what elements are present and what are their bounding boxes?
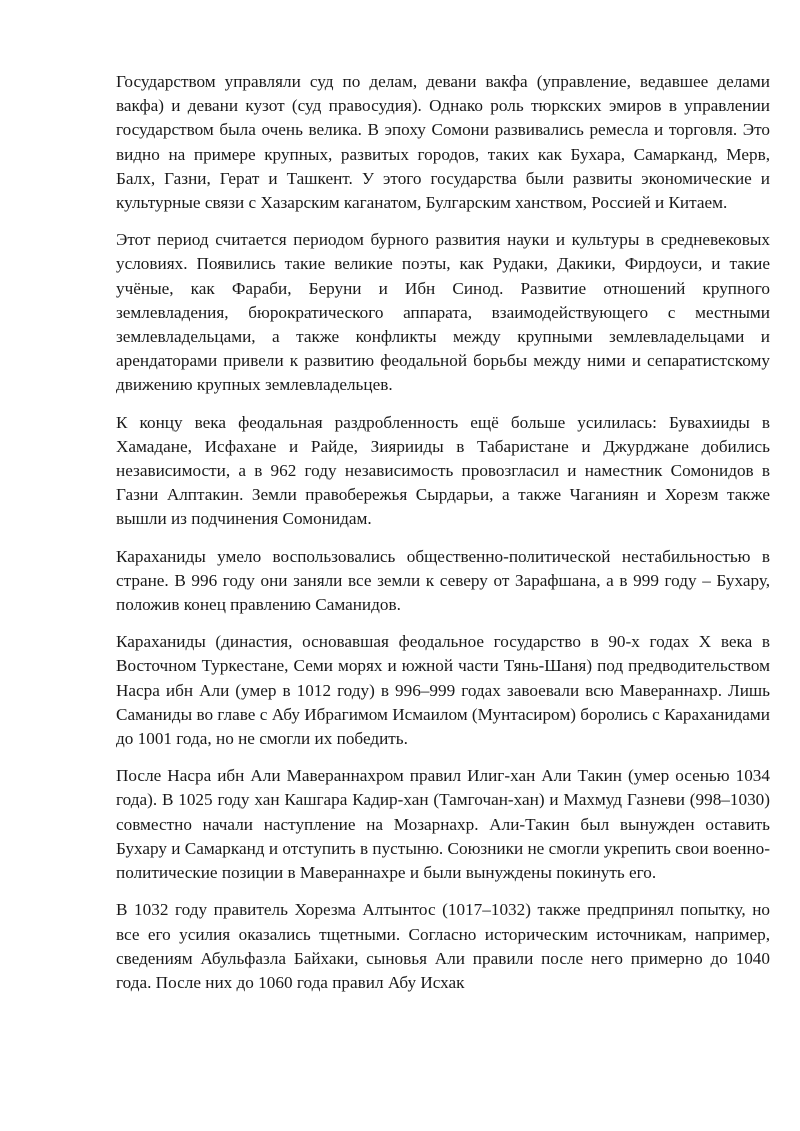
paragraph-7: В 1032 году правитель Хорезма Алтынтос (1017–1032) также предпринял попытку, но все его усилия оказались тщетными. Согласно историческим источникам, например, сведениям Абульфазла Байхаки, сыновья Али правили после него примерно до 1040 года. После них до 1060 года правил Абу Исхак	[116, 900, 770, 992]
paragraph-2: Этот период считается периодом бурного развития науки и культуры в средневековых условиях. Появились такие великие поэты, как Рудаки, Дакики, Фирдоуси, и такие учёные, как Фараби, Беруни и Ибн Синод. Развитие отношений крупного землевладения, бюрократического аппарата, взаимодействующего с местными землевладельцами, а также конфликты между крупными землевладельцами и арендаторами привели к развитию феодальной борьбы между ними и сепаратистскому движению крупных землевладельцев.	[116, 230, 770, 395]
paragraph-6: После Насра ибн Али Мавераннахром правил Илиг-хан Али Такин (умер осенью 1034 года). В 1025 году хан Кашгара Кадир-хан (Тамгочан-хан) и Махмуд Газневи (998–1030) совместно начали наступление на Мозарнахр. Али-Такин был вынужден оставить Бухару и Самарканд и отступить в пустыню. Союзники не смогли укрепить свои военно-политические позиции в Мавераннахре и были вынуждены покинуть его.	[116, 766, 770, 883]
paragraph-3: К концу века феодальная раздробленность ещё больше усилилась: Бувахииды в Хамадане, Исфахане и Райде, Зиярииды в Табаристане и Джурджане добились независимости, а в 962 году независимость провозгласил и наместник Сомонидов в Газни Алптакин. Земли правобережья Сырдарьи, а также Чаганиян и Хорезм также вышли из подчинения Сомонидам.	[116, 412, 770, 529]
paragraph-4: Караханиды умело воспользовались общественно-политической нестабильностью в стране. В 996 году они заняли все земли к северу от Зарафшана, а в 999 году – Бухару, положив конец правлению Саманидов.	[116, 546, 770, 615]
document-body	[116, 70, 770, 1008]
paragraph-1: Государством управляли суд по делам, девани вакфа (управление, ведавшее делами вакфа) и девани кузот (суд правосудия). Однако роль тюркских эмиров в управлении государством была очень велика. В эпоху Сомони развивались ремесла и торговля. Это видно на примере крупных, развитых городов, таких как Бухара, Самарканд, Мерв, Балх, Газни, Герат и Ташкент. У этого государства были развиты экономические и культурные связи с Хазарским каганатом, Булгарским ханством, Россией и Китаем.	[116, 72, 770, 213]
paragraph-5: Караханиды (династия, основавшая феодальное государство в 90-х годах X века в Восточном Туркестане, Семи морях и южной части Тянь-Шаня) под предводительством Насра ибн Али (умер в 1012 году) в 996–999 годах завоевали всю Мавераннахр. Лишь Саманиды во главе с Абу Ибрагимом Исмаилом (Мунтасиром) боролись с Караханидами до 1001 года, но не смогли их победить.	[116, 632, 770, 749]
